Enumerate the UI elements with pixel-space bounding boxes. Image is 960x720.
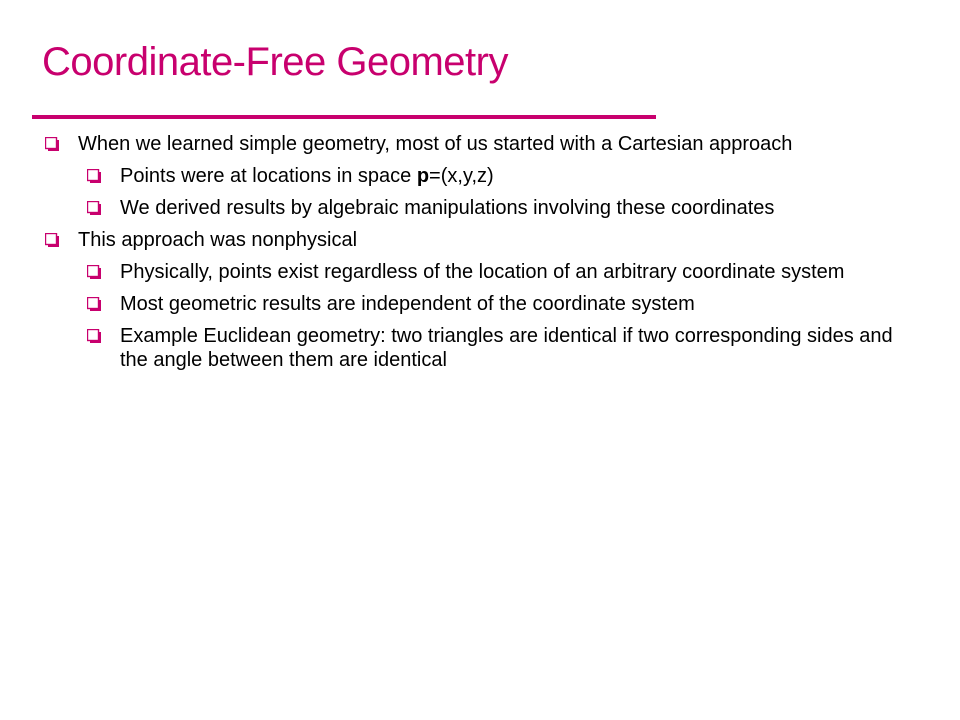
- bullet-text-part: Points were at locations in space: [120, 165, 417, 187]
- title-underline: [32, 115, 656, 119]
- point-symbol: p: [416, 165, 430, 187]
- square-checkbox-icon: [45, 233, 59, 247]
- sub-bullet-item: [84, 164, 922, 188]
- bullet-text-part: =(x,y,z): [429, 165, 494, 187]
- bullet-text: When we learned simple geometry, most of us started with a Cartesian approach: [78, 133, 793, 155]
- bullet-list: [42, 132, 922, 380]
- square-checkbox-icon: [87, 169, 101, 183]
- bullet-text: Example Euclidean geometry: two triangles are identical if two corresponding sides and the angle between them are identical: [120, 325, 893, 371]
- bullet-text: This approach was nonphysical: [78, 229, 358, 251]
- square-checkbox-icon: [87, 329, 101, 343]
- sub-bullet-item: [84, 260, 922, 284]
- slide-title: Coordinate-Free Geometry: [42, 40, 508, 84]
- bullet-text: Most geometric results are independent of the coordinate system: [120, 293, 695, 315]
- sub-bullet-item: [84, 292, 922, 316]
- square-checkbox-icon: [87, 297, 101, 311]
- square-checkbox-icon: [87, 265, 101, 279]
- sub-bullet-item: [84, 196, 922, 220]
- bullet-text: [120, 165, 494, 187]
- sub-bullet-item: [84, 324, 922, 372]
- bullet-item: [42, 132, 922, 156]
- square-checkbox-icon: [45, 137, 59, 151]
- square-checkbox-icon: [87, 201, 101, 215]
- bullet-text: Physically, points exist regardless of the location of an arbitrary coordinate system: [120, 261, 845, 283]
- bullet-text: We derived results by algebraic manipulations involving these coordinates: [120, 197, 775, 219]
- bullet-item: [42, 228, 922, 252]
